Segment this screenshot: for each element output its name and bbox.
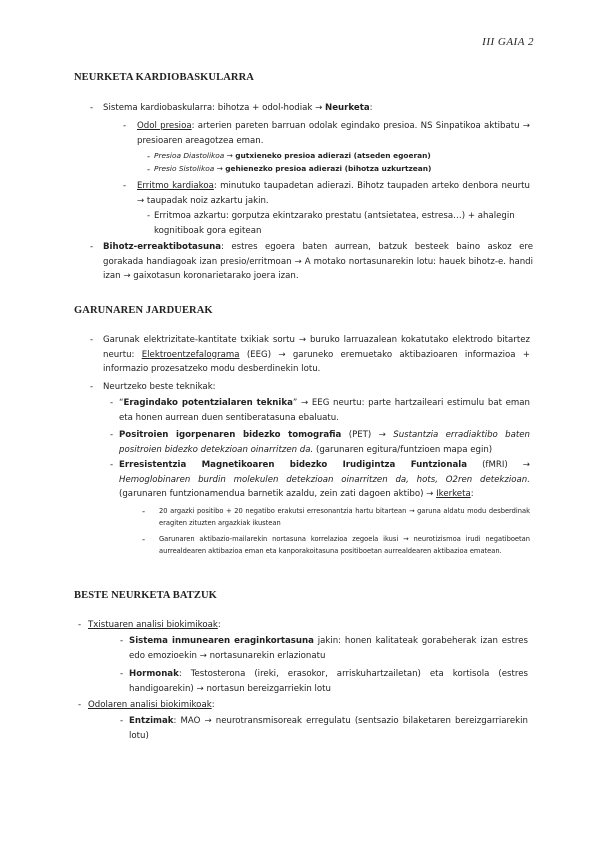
underlined-term: Elektroentzefalograma bbox=[141, 349, 240, 360]
bold-text: gehienezko presioa adierazi (bihotza uzkurtzean) bbox=[225, 164, 432, 173]
bullet-dash: - bbox=[110, 460, 114, 470]
bullet-dash: - bbox=[142, 535, 146, 545]
bullet-eragindako-potentziala bbox=[119, 396, 530, 425]
text-segment: : bbox=[217, 620, 221, 630]
bold-term: Erresistentzia Magnetikoaren bidezko Irudigintza Funtzionala bbox=[119, 460, 467, 470]
bullet-dash: - bbox=[142, 507, 146, 517]
underlined-term: Txistuaren analisi biokimikoak bbox=[88, 620, 218, 630]
text-segment: (garunaren funtzionamendua barnetik azaldu, zein zati dagoen aktibo) → bbox=[119, 489, 437, 500]
section-title-beste-neurketa: BESTE NEURKETA BATZUK bbox=[74, 590, 217, 601]
text-segment: → bbox=[214, 164, 226, 173]
bullet-dash: - bbox=[123, 121, 127, 131]
bold-term: Positroien igorpenaren bidezko tomografia bbox=[119, 430, 342, 440]
bullet-dash: - bbox=[120, 716, 124, 726]
text-segment: : arterien pareten barruan odolak egindako presioa. NS Sinpatikoa aktibatu → presioaren areagotzea eman. bbox=[137, 121, 530, 146]
italic-term: Presio Sistolikoa bbox=[154, 164, 215, 173]
bullet-dash: - bbox=[147, 165, 151, 175]
bullet-dash: - bbox=[110, 430, 114, 440]
bullet-erritmoa-azkartu: Erritmoa azkartu: gorputza ekintzarako prestatu (antsietatea, estresa…) + ahalegin kognitiboak gora egitean bbox=[154, 211, 515, 236]
text-segment: : bbox=[470, 489, 474, 500]
text-segment: (garunaren egitura/funtzioen mapa egin) bbox=[313, 444, 493, 455]
bullet-hormonak bbox=[129, 667, 528, 696]
text-segment: ” → EEG neurtu: parte hartzaileari estimulu bat eman eta honen aurrean duen sentiberatasuna ebaluatu. bbox=[119, 398, 530, 423]
bullet-odolaren-analisi bbox=[88, 698, 528, 713]
text-segment: “ bbox=[119, 398, 124, 408]
underlined-term: Ikerketa bbox=[436, 489, 471, 500]
text-segment: : minutuko taupadetan adierazi. Bihotz taupaden arteko denbora neurtu → taupadak noiz azkartu jakin. bbox=[137, 181, 530, 206]
bullet-dash: - bbox=[90, 103, 94, 113]
text-segment: jakin: honen kalitateak gorabeherak izan estres edo emozioekin → nortasunarekin erlazionatu bbox=[129, 636, 528, 661]
text-segment: : bbox=[211, 700, 215, 710]
bullet-dash: - bbox=[123, 181, 127, 191]
bullet-dash: - bbox=[90, 382, 94, 392]
section-title-garunaren: GARUNAREN JARDUERAK bbox=[74, 305, 213, 316]
underlined-term: Odol presioa bbox=[137, 121, 192, 131]
bullet-fmri bbox=[119, 458, 530, 502]
text-segment: : estres egoera baten aurrean, batzuk besteek baino askoz ere gorakada handiagoak izan presio/erritmoan → A motako nortasunarekin lotu: hauek bihotz-e. handi izan → gaixotasun koronarietarako joera izan. bbox=[103, 242, 533, 282]
text-segment: (PET) → bbox=[341, 430, 394, 440]
italic-text: Hemoglobinaren burdin molekulen detekzioan oinarritzen da, hots, O2ren detekzioan. bbox=[119, 474, 530, 485]
bullet-erritmo-kardiakoa bbox=[137, 179, 530, 208]
italic-term: Presioa Diastolikoa bbox=[154, 151, 225, 160]
text-segment: Sistema kardiobaskularra: bihotza + odol-hodiak → bbox=[103, 103, 326, 113]
bullet-dash: - bbox=[120, 636, 124, 646]
bullet-dash: - bbox=[90, 242, 94, 252]
bullet-dash: - bbox=[120, 669, 124, 679]
bullet-research-nortasuna: Garunaren aktibazio-mailarekin nortasuna korrelazioa zegoela ikusi → neurotizismoa irudi negatiboetan aurrealdearen aktibazioa eman eta kanporakoitasuna positiboetan aurrealdearen aktibazioa ematean. bbox=[159, 535, 530, 556]
bullet-dash: - bbox=[147, 152, 151, 162]
underlined-term: Odolaren analisi biokimikoak bbox=[88, 700, 212, 710]
bold-term: Entzimak bbox=[129, 716, 174, 726]
bullet-presio-sistolikoa bbox=[154, 163, 534, 176]
bullet-dash: - bbox=[78, 700, 82, 710]
bullet-dash: - bbox=[147, 211, 151, 221]
section-title-kardiobaskularra: NEURKETA KARDIOBASKULARRA bbox=[74, 72, 254, 83]
bullet-pet bbox=[119, 428, 530, 457]
bullet-dash: - bbox=[110, 398, 114, 408]
bullet-dash: - bbox=[90, 335, 94, 345]
text-segment: → bbox=[224, 151, 236, 160]
text-segment: (EEG) → garuneko eremuetako aktibazioaren informazioa + informazio prozesatzeko modu desberdinekin lotu. bbox=[103, 349, 530, 375]
bullet-odol-presioa bbox=[137, 119, 530, 148]
bold-text: gutxieneko presioa adierazi (atseden egoeran) bbox=[235, 151, 431, 160]
bullet-presio-diastolikoa bbox=[154, 150, 534, 163]
bullet-txistuaren-analisi bbox=[88, 618, 528, 633]
bullet-bihotz-erreaktibotasuna bbox=[103, 240, 533, 284]
bullet-entzimak bbox=[129, 714, 528, 743]
underlined-term: Erritmo kardiakoa bbox=[137, 181, 214, 191]
bold-term: Sistema inmunearen eraginkortasuna bbox=[129, 636, 314, 646]
bullet-beste-teknikak: Neurtzeko beste teknikak: bbox=[103, 382, 216, 392]
bullet-sistema-kardiobaskularra bbox=[103, 101, 533, 116]
bold-term: Eragindako potentzialaren teknika bbox=[123, 398, 293, 408]
page-header: III GAIA 2 bbox=[482, 36, 534, 48]
text-segment: : MAO → neurotransmisoreak erregulatu (sentsazio bilaketaren bereizgarriarekin lotu) bbox=[129, 716, 528, 741]
bullet-eeg bbox=[103, 333, 530, 377]
text-segment: : bbox=[369, 103, 373, 113]
italic-text: Sustantzia erradiaktibo baten positroien bidezko detekzioan oinarritzen da. bbox=[119, 430, 530, 455]
bold-term: Hormonak bbox=[129, 669, 179, 679]
text-segment: Garunak elektrizitate-kantitate txikiak sortu → buruko larruazalean kokatutako elektrodo bitartez neurtu: bbox=[103, 335, 530, 360]
bullet-research-argazkiak: 20 argazki positibo + 20 negatibo erakutsi erresonantzia hartu bitartean → garuna aldatu modu desberdinak eragiten zituzten argazkiak ikustean bbox=[159, 507, 530, 528]
bold-term: Neurketa bbox=[325, 103, 370, 113]
bullet-sistema-inmunea bbox=[129, 634, 528, 663]
text-segment: (fMRI) → bbox=[467, 460, 530, 470]
bullet-dash: - bbox=[78, 620, 82, 630]
text-segment: : Testosterona (ireki, erasokor, arriskuhartzailetan) eta kortisola (estres handigoarekin) → nortasun bereizgarriekin lotu bbox=[129, 669, 528, 694]
bold-term: Bihotz-erreaktibotasuna bbox=[103, 242, 222, 252]
